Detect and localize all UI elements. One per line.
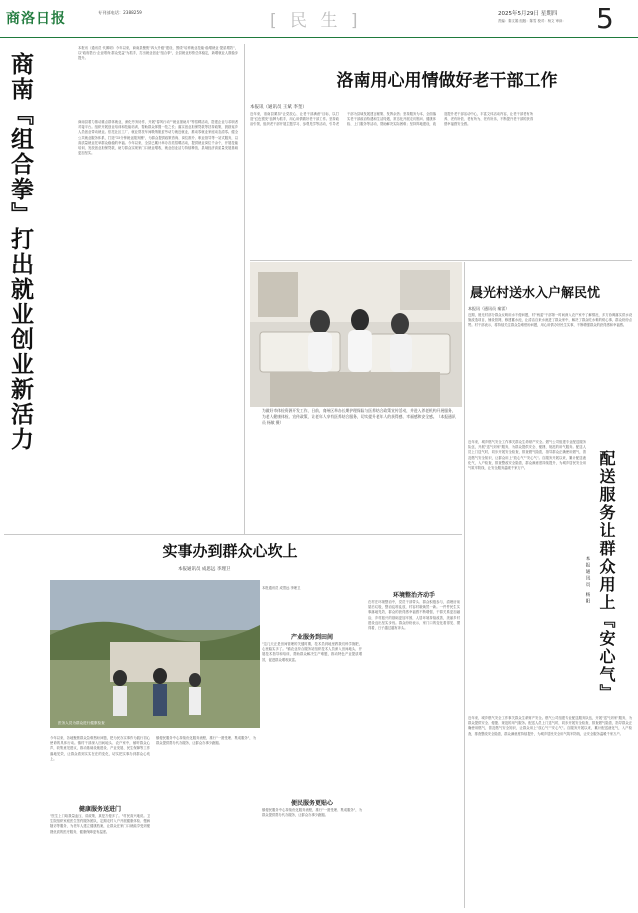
article4-body-right: 在村庄环境整治中，党员干部带头、群众积极参与，清理房前屋后垃圾，整治乱堆乱放，村容村貌焕然一新。一件件民生实事落地见效，群众的获得感幸福感不断增强，干群关系更加融洽，乡村振兴的基础更加牢固，人居环境持续改善，美丽乡村建设迈出坚实步伐。群众纷纷表示，家门口的变化看得见、摸得着，日子越过越有奔头。 [368, 600, 460, 631]
article1-lead: 本报讯（通讯员 代佩明）今年以来，商南县聚焦"四大升级"建设，围绕"培养就业技能·稳增就业·提质增效"，以"政府搭台·企业唱戏·群众受益"为抓手，打出就业创业"组合拳"，全县就业形势总体稳定，新增就业人数稳步提升。 [78, 46, 238, 61]
article3-headline: 晨光村送水入户解民忧 [470, 286, 601, 301]
article5-body-bottom: 近年来，城乡燃气安全工作事关群众生命财产安全。燃气公司组建专业配送服务队伍，开展"送气到家"服务，为群众提供安全、便捷、规范的用气服务。配送人员上门送气时，同步开展安全检查，排查燃气隐患，指导群众正确使用燃气，普及燃气安全知识，让群众用上"放心气""安心气"。自服务开展以来，累计配送液化气，入户检查，排查整改安全隐患，群众满意度持续提升，为城乡居民安全用气筑牢防线，让安全服务温暖千家万户。 [468, 716, 632, 736]
article4-body-left: 今年以来，各地聚焦群众急难愁盼问题，把为民办实事作为践行初心使命的具体行动。镇村干部深入田间地头、农户家中，倾听群众心声，收集意见建议，推动基础设施建设、产业发展、民生保障等工作落地见效，让群众看到实实在在的变化，切实把实事办到群众心坎上。 [50, 736, 150, 761]
article1-body: 商南县着力推动重点群体就业，深化劳务协作，开展"春风行动""就业援助月"等招聘活动，搭建企业与求职者对接平台。组织开展创业培训和技能培训，帮助群众掌握一技之长；落实创业担保贷款等扶持政策，鼓励返乡人员创业带动就业。依托社区工厂、就业帮扶车间吸纳脱贫劳动力就近就业，推动零就业家庭动态清零。健全公共就业服务体系，打造"15分钟就业服务圈"，为群众提供政策咨询、岗位推介、职业指导等一站式服务，以高质量就业托举群众稳稳的幸福。今年以来，全县已累计举办各类招聘活动，提供就业岗位千余个，开展技能培训，发放创业担保贷款，助力群众实现家门口就业增收，就业创业活力持续释放，县域经济高质量发展基础更加坚实。 [78, 120, 238, 156]
section-title: [ 民 生 ] [270, 11, 362, 31]
article5-byline: 本报通讯员 杨阳 [585, 556, 590, 605]
article4-body-mid: "这几天正是田间管理的关键时期，技术员到地里教我们科学施肥，心里踏实多了。"镇农业综合服务站组织技术人员深入田间地头，开展技术指导和培训，帮助群众解决生产难题，推动特色产业提质增效，促进群众增收致富。 [262, 642, 362, 662]
issue-date: 2025年5月29日 星期四 [498, 11, 558, 17]
divider-mid-horizontal [250, 260, 632, 261]
article2-body: 近年来，洛南县紧扣"让党放心、让老干部满意"目标，以打造"红色银发"品牌为抓手，用心用情做好老干部工作。坚持政治引领，组织老干部开展主题学习、参观见学等活动，引导老干部为县域发展建言献策、发挥余热；坚持服务为本，全面落实老干部政治待遇和生活待遇，常态化开展走访慰问、健康体检、上门服务等活动，帮助解决实际困难；坚持阵地建设，改造提升老干部活动中心，丰富文体活动内容，让老干部老有所养、老有所依、老有所为、老有所乐，不断提升老干部的获得感幸福感安全感。 [250, 112, 534, 127]
page-number: 5 [596, 2, 614, 35]
newspaper-logo: 商洛日报 [6, 11, 66, 27]
article4-byline: 本报通讯员 成思远 李理卫 [178, 567, 231, 572]
issue-info: 专刊部电话：2388259 [98, 10, 142, 15]
masthead [0, 0, 638, 38]
article4-subhead-health: 健康服务送进门 [78, 806, 121, 813]
article2-headline: 洛南用心用情做好老干部工作 [336, 71, 558, 91]
article4-body-mid2: 镇便民服务中心持续优化服务流程，推行"一窗受理、集成服务"，为群众提供帮办代办服务，让群众办事少跑腿。 [262, 808, 362, 818]
editors-line: 责编：秦文娟 组版：陈雪 校对：杨文 审读： [498, 19, 566, 23]
village-photo [50, 580, 260, 728]
article4-subhead-industry: 产业服务到田间 [290, 634, 333, 641]
masthead-rule [0, 37, 638, 38]
hospital-photo-caption: 为做好市体检资源开发工作，日前，商州区举办长期护理保险与医养结合政策宣传活动，并进入养老机构开展服务，为老人健康体检、宣传政策，让老年人享有医养结合服务，切实提升老年人的获得感、幸福感和安全感。（本报通讯员 杨敏 摄） [262, 408, 456, 425]
article4-body-left2: "医生上门给我量血压、讲政策，真是方便多了。"村民高兴地说。卫生院组织家庭医生签约服务团队，定期走村入户开展健康体检、慢病随访等服务，为老年人建立健康档案，让群众在家门口就能享受到便捷优质的医疗服务，健康保障更有温度。 [50, 814, 150, 834]
article3-byline: 本报讯（通讯员 秦雷） [468, 306, 510, 311]
article4-body-col2: 镇便民服务中心持续优化服务流程，推行"一窗受理、集成服务"，为群众提供帮办代办服务，让群众办事少跑腿。 [156, 736, 256, 746]
article5-headline: 配送服务让群众用上『安心气』 [597, 450, 616, 702]
article4-body-col3-top: 本报通讯员 成思远 李理卫 [262, 586, 301, 590]
hospital-scene-image [250, 262, 462, 407]
article1-headline: 商南『组合拳』打出就业创业新活力 [7, 52, 33, 452]
divider-bottom-section [4, 534, 462, 535]
hospital-photo [250, 262, 462, 407]
article4-subhead-environment: 环境整治齐动手 [392, 592, 435, 599]
article3-body: 近期，晨光村部分群众反映用水不便问题，村"两委"干部第一时间深入农户家中了解情况，多方协调落实供水设施改造项目，铺设管网，修建蓄水池，让清洁自来水流进了群众家中，解决了群众吃水难的烦心事，群众纷纷点赞。村干部表示，将持续关注群众急难愁盼问题，用心用情办好民生实事，不断增强群众的获得感和幸福感。 [468, 313, 632, 328]
article2-byline: 本报讯（通讯员 王斌 李奎） [250, 105, 307, 110]
village-photo-caption: 医务人员为群众进行健康检查 [58, 721, 105, 725]
divider-right [464, 262, 465, 908]
article4-subhead-convenience: 便民服务更贴心 [290, 800, 333, 807]
village-scene-image [50, 580, 260, 728]
article5-body-top: 近年来，城乡燃气安全工作事关群众生命财产安全。燃气公司组建专业配送服务队伍，开展"送气到家"服务，为群众提供安全、便捷、规范的用气服务。配送人员上门送气时，同步开展安全检查，排查燃气隐患，指导群众正确使用燃气，普及燃气安全知识，让群众用上"放心气""安心气"。自服务开展以来，累计配送液化气，入户检查，排查整改安全隐患，群众满意度持续提升，为城乡居民安全用气筑牢防线，让安全服务温暖千家万户。 [468, 440, 586, 471]
divider-left [244, 44, 245, 534]
article4-headline: 实事办到群众心坎上 [162, 542, 298, 560]
